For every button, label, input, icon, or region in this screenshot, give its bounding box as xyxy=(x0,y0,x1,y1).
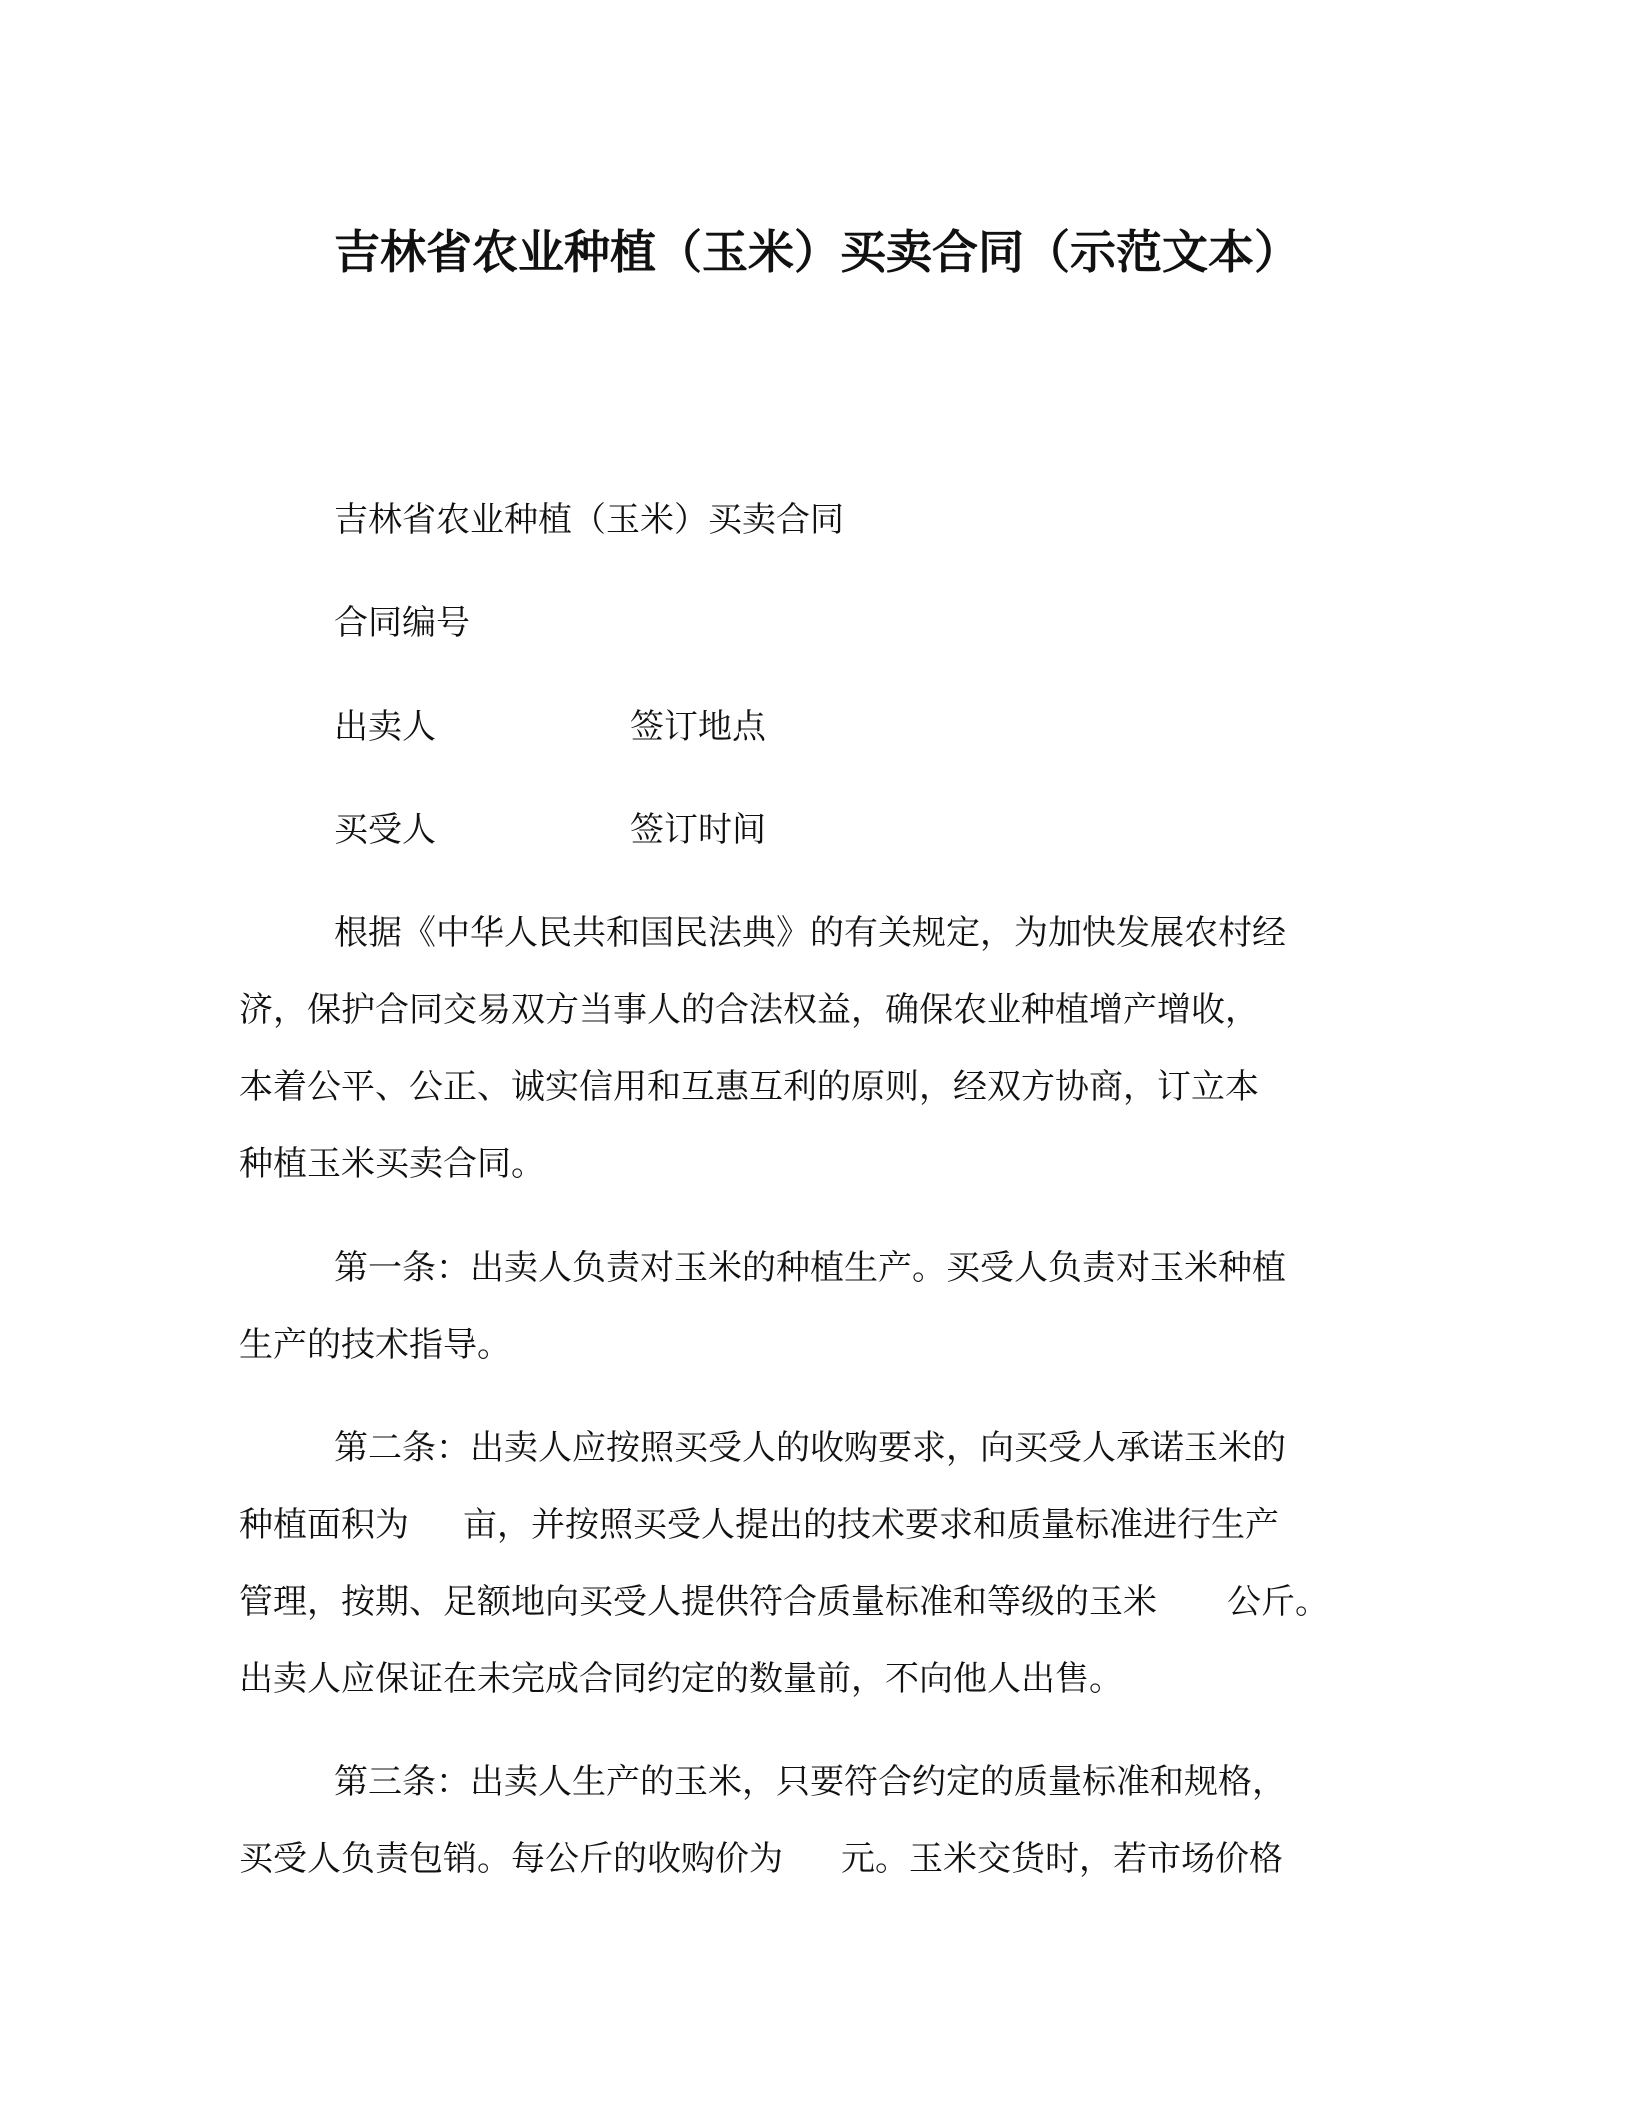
article2-line-2-rest: 亩，并按照买受人提出的技术要求和质量标准进行生产 xyxy=(463,1505,1279,1545)
article3-line-2-rest: 元。玉米交货时，若市场价格 xyxy=(841,1839,1283,1879)
seller-row xyxy=(334,704,1234,750)
purchase-price-label: 买受人负责包销。每公斤的收购价为 xyxy=(239,1839,783,1879)
article2-line-1: 第二条：出卖人应按照买受人的收购要求，向买受人承诺玉米的 xyxy=(334,1428,1286,1468)
preamble-line-2: 济，保护合同交易双方当事人的合法权益，确保农业种植增产增收， xyxy=(239,990,1259,1030)
document-title: 吉林省农业种植（玉米）买卖合同（示范文本） xyxy=(334,225,1300,279)
article1-line-1: 第一条：出卖人负责对玉米的种植生产。买受人负责对玉米种植 xyxy=(334,1248,1286,1288)
buyer-label: 买受人 xyxy=(334,810,436,850)
article1-line-2: 生产的技术指导。 xyxy=(239,1325,511,1365)
planting-area-label: 种植面积为 xyxy=(239,1505,409,1545)
sign-time-label: 签订时间 xyxy=(630,810,766,850)
article2-line-2 xyxy=(239,1502,1279,1548)
buyer-row xyxy=(334,807,1234,853)
preamble-line-1: 根据《中华人民共和国民法典》的有关规定，为加快发展农村经 xyxy=(334,913,1286,953)
seller-label: 出卖人 xyxy=(334,707,436,747)
preamble-line-3: 本着公平、公正、诚实信用和互惠互利的原则，经双方协商，订立本 xyxy=(239,1067,1259,1107)
article3-line-2 xyxy=(239,1836,1283,1882)
contract-number-label: 合同编号 xyxy=(334,603,470,643)
article2-line-3 xyxy=(239,1579,1329,1625)
contract-subtitle: 吉林省农业种植（玉米）买卖合同 xyxy=(334,500,844,540)
corn-quantity-label: 管理，按期、足额地向买受人提供符合质量标准和等级的玉米 xyxy=(239,1582,1157,1622)
preamble-line-4: 种植玉米买卖合同。 xyxy=(239,1144,545,1184)
article3-line-1: 第三条：出卖人生产的玉米，只要符合约定的质量标准和规格， xyxy=(334,1762,1286,1802)
corn-quantity-unit: 公斤。 xyxy=(1227,1582,1329,1622)
article2-line-4: 出卖人应保证在未完成合同约定的数量前，不向他人出售。 xyxy=(239,1659,1123,1699)
sign-place-label: 签订地点 xyxy=(630,707,766,747)
